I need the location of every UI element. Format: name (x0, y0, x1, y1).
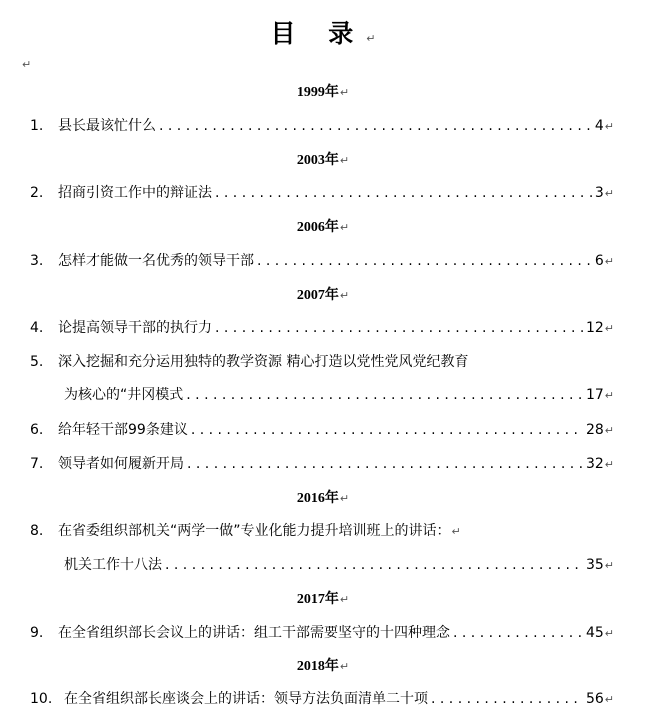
year-heading: 2016年↵ (296, 491, 350, 506)
paragraph-mark-icon: ↵ (604, 424, 614, 437)
entry-page-number: 32↵ (585, 456, 614, 472)
toc-entry[interactable] (30, 115, 614, 137)
toc-entry[interactable] (30, 419, 614, 441)
paragraph-mark-icon: ↵ (339, 289, 350, 302)
dot-leader (215, 320, 583, 336)
entry-title: 给年轻干部99条建议 (58, 422, 188, 438)
dot-leader (453, 625, 583, 641)
paragraph-mark-icon: ↵ (604, 389, 614, 402)
dot-leader (431, 691, 583, 707)
entry-number: 5. (30, 354, 44, 370)
paragraph-mark-icon: ↵ (604, 559, 614, 572)
paragraph-mark-icon: ↵ (604, 322, 614, 335)
toc-entry-continuation[interactable] (64, 384, 614, 406)
paragraph-mark-icon: ↵ (339, 86, 350, 99)
toc-entry[interactable] (30, 182, 614, 204)
entry-number: 8. (30, 523, 44, 539)
paragraph-mark-icon: ↵ (339, 660, 350, 673)
entry-title: 深入挖掘和充分运用独特的教学资源 精心打造以党性党风党纪教育 (58, 354, 469, 370)
entry-number: 7. (30, 456, 44, 472)
entry-page-number: 28↵ (585, 422, 614, 438)
dot-leader (186, 387, 583, 403)
year-heading: 2017年↵ (296, 592, 350, 607)
entry-page-number: 45↵ (585, 625, 614, 641)
toc-entry[interactable] (30, 622, 614, 644)
entry-title: 县长最该忙什么 (58, 118, 156, 134)
entry-title: 在全省组织部长座谈会上的讲话：领导方法负面清单二十项 (64, 691, 428, 707)
entry-page-number: 35↵ (585, 557, 614, 573)
entry-title: 领导者如何履新开局 (58, 456, 184, 472)
dot-leader (165, 557, 583, 573)
paragraph-mark-icon: ↵ (604, 255, 614, 268)
toc-entry[interactable] (30, 351, 614, 373)
dot-leader (187, 456, 583, 472)
entry-title: 在省委组织部机关“两学一做”专业化能力提升培训班上的讲话： (58, 523, 451, 539)
dot-leader (215, 185, 592, 201)
entry-page-number: 17↵ (585, 387, 614, 403)
entry-number: 2. (30, 185, 44, 201)
entry-title: 怎样才能做一名优秀的领导干部 (58, 253, 254, 269)
paragraph-mark-icon: ↵ (604, 120, 614, 133)
entry-number: 9. (30, 625, 44, 641)
entry-number: 6. (30, 422, 44, 438)
year-heading: 2018年↵ (296, 659, 350, 674)
paragraph-mark-icon: ↵ (339, 492, 350, 505)
entry-page-number: 4↵ (594, 118, 614, 134)
toc-entry[interactable] (30, 688, 614, 710)
entry-page-number: 3↵ (594, 185, 614, 201)
entry-title: 在全省组织部长会议上的讲话：组工干部需要坚守的十四种理念 (58, 625, 450, 641)
paragraph-mark-icon: ↵ (339, 221, 350, 234)
dot-leader (191, 422, 583, 438)
year-heading: 2003年↵ (296, 153, 350, 168)
paragraph-mark-icon: ↵ (604, 693, 614, 706)
paragraph-mark-icon: ↵ (339, 593, 350, 606)
entry-title: 招商引资工作中的辩证法 (58, 185, 212, 201)
paragraph-mark-icon: ↵ (604, 187, 614, 200)
paragraph-mark-icon: ↵ (22, 58, 32, 71)
year-heading: 2007年↵ (296, 288, 350, 303)
paragraph-mark-icon: ↵ (604, 627, 614, 640)
year-heading: 1999年↵ (296, 85, 350, 100)
entry-page-number: 56↵ (585, 691, 614, 707)
paragraph-mark-icon: ↵ (604, 458, 614, 471)
entry-number: 1. (30, 118, 44, 134)
paragraph-mark-icon: ↵ (339, 154, 350, 167)
entry-page-number: 12↵ (585, 320, 614, 336)
toc-entry[interactable] (30, 520, 614, 542)
toc-entry[interactable] (30, 453, 614, 475)
entry-number: 4. (30, 320, 44, 336)
entry-page-number: 6↵ (594, 253, 614, 269)
year-heading: 2006年↵ (296, 220, 350, 235)
dot-leader (257, 253, 592, 269)
entry-title-continued: 为核心的“井冈模式 (64, 387, 184, 403)
toc-title: 目 录↵ (270, 19, 376, 48)
toc-entry-continuation[interactable] (64, 554, 614, 576)
entry-number: 10. (30, 691, 53, 707)
paragraph-mark-icon: ↵ (451, 525, 461, 538)
entry-title: 论提高领导干部的执行力 (58, 320, 212, 336)
dot-leader (159, 118, 592, 134)
toc-entry[interactable] (30, 250, 614, 272)
entry-title-continued: 机关工作十八法 (64, 557, 162, 573)
entry-number: 3. (30, 253, 44, 269)
toc-entry[interactable] (30, 317, 614, 339)
paragraph-mark-icon: ↵ (366, 32, 376, 45)
